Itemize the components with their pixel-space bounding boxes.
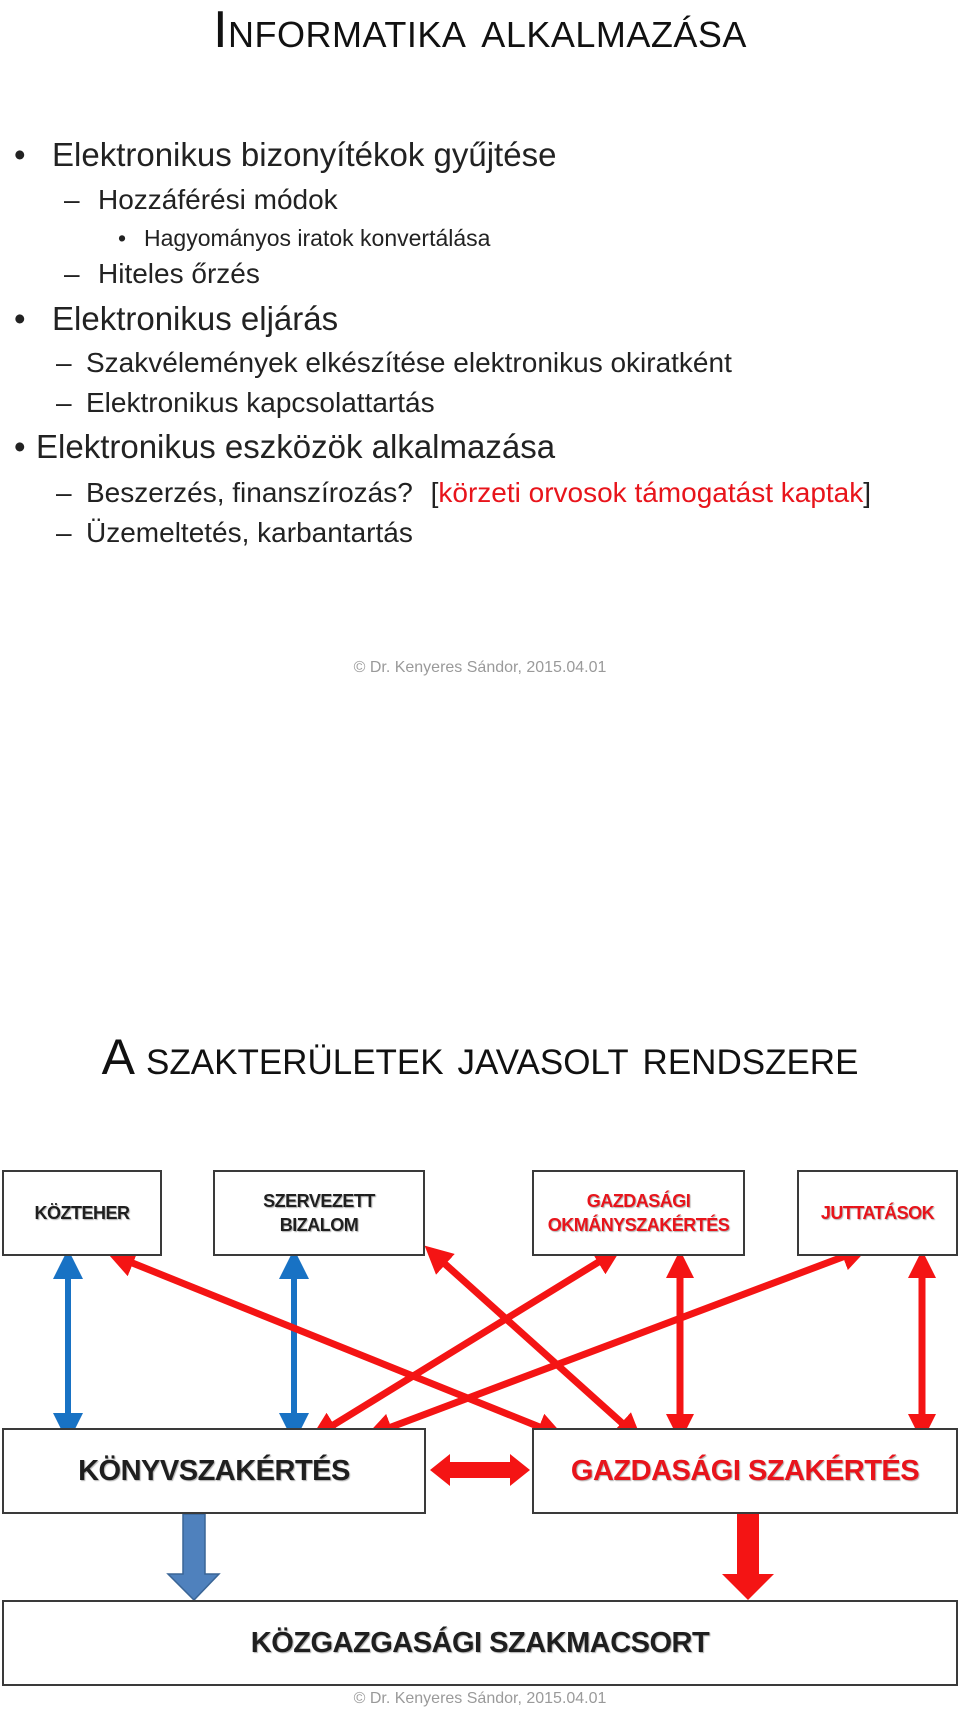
bullet-item	[56, 517, 413, 549]
bullet-item	[118, 225, 491, 252]
box-kozgazdasagi-szakmacsort	[2, 1600, 958, 1686]
bullet-dot-icon: •	[118, 225, 127, 251]
box-label: GAZDASÁGI OKMÁNYSZAKÉRTÉS	[547, 1191, 730, 1235]
bullet-item	[64, 258, 260, 290]
box-label: KÖZTEHER	[34, 1203, 130, 1223]
bullet-text: Üzemeltetés, karbantartás	[86, 517, 413, 548]
box-gazdasagi-szakertes	[532, 1428, 958, 1514]
box-juttatasok	[797, 1170, 958, 1256]
bullet-item	[14, 300, 339, 338]
bullet-item	[56, 477, 872, 509]
bullet-text: Hozzáférési módok	[98, 184, 338, 215]
slide2-footer: © Dr. Kenyeres Sándor, 2015.04.01	[353, 1690, 607, 1707]
bullet-text: Szakvélemények elkészítése elektronikus okiratként	[86, 347, 732, 378]
slide2-title: A szakterületek javasolt rendszere	[101, 1029, 859, 1085]
dash-icon: –	[56, 387, 72, 418]
bullet-text: Elektronikus eszközök alkalmazása	[36, 428, 556, 465]
blue-block-down-arrow	[168, 1514, 219, 1600]
bullet-text: Elektronikus eljárás	[52, 300, 339, 337]
slide-szakteruletek	[0, 1000, 960, 1711]
bullet-text: Elektronikus kapcsolattartás	[86, 387, 435, 418]
dash-icon: –	[56, 517, 72, 548]
red-block-down-arrow	[722, 1514, 774, 1600]
bullet-dot-icon: •	[14, 136, 26, 173]
dash-icon: –	[64, 184, 80, 215]
box-label: KÖNYVSZAKÉRTÉS	[78, 1454, 350, 1487]
box-gazdasagi-okmanyszakertes	[532, 1170, 745, 1256]
bracket-open: [	[430, 477, 439, 508]
slide-informatika	[0, 0, 960, 700]
bullet-dot-icon: •	[14, 300, 26, 337]
bullet-dot-icon: •	[14, 428, 26, 465]
bullet-text: Hiteles őrzés	[98, 258, 260, 289]
dash-icon: –	[56, 477, 72, 508]
bullet-item	[56, 387, 435, 419]
red-arrow-kozteher-gazdasagi	[120, 1258, 552, 1432]
bullet-text: Beszerzés, finanszírozás?	[86, 477, 413, 508]
box-konyvszakertes	[2, 1428, 426, 1514]
box-szervezett-bizalom	[213, 1170, 425, 1256]
slide1-footer: © Dr. Kenyeres Sándor, 2015.04.01	[353, 659, 607, 676]
bullet-item	[14, 136, 557, 174]
red-double-arrow-horizontal	[430, 1454, 530, 1486]
dash-icon: –	[64, 258, 80, 289]
box-kozteher	[2, 1170, 162, 1256]
box-label: JUTTATÁSOK	[820, 1203, 935, 1223]
highlight-text: körzeti orvosok támogatást kaptak	[438, 477, 864, 508]
bullet-item	[64, 184, 338, 216]
red-arrow-juttatasok-konyv	[378, 1252, 856, 1432]
bullet-item	[56, 347, 732, 379]
bullet-text: Hagyományos iratok konvertálása	[144, 225, 491, 251]
bullet-item	[14, 428, 556, 466]
box-label: SZERVEZETT BIZALOM	[263, 1191, 375, 1235]
dash-icon: –	[56, 347, 72, 378]
box-label: GAZDASÁGI SZAKÉRTÉS	[570, 1454, 920, 1487]
bracket-close: ]	[863, 477, 872, 508]
box-label: KÖZGAZGASÁGI SZAKMACSORT	[250, 1626, 710, 1659]
bullet-text: Elektronikus bizonyítékok gyűjtése	[52, 136, 557, 173]
slide1-title: Informatika alkalmazása	[213, 1, 747, 59]
